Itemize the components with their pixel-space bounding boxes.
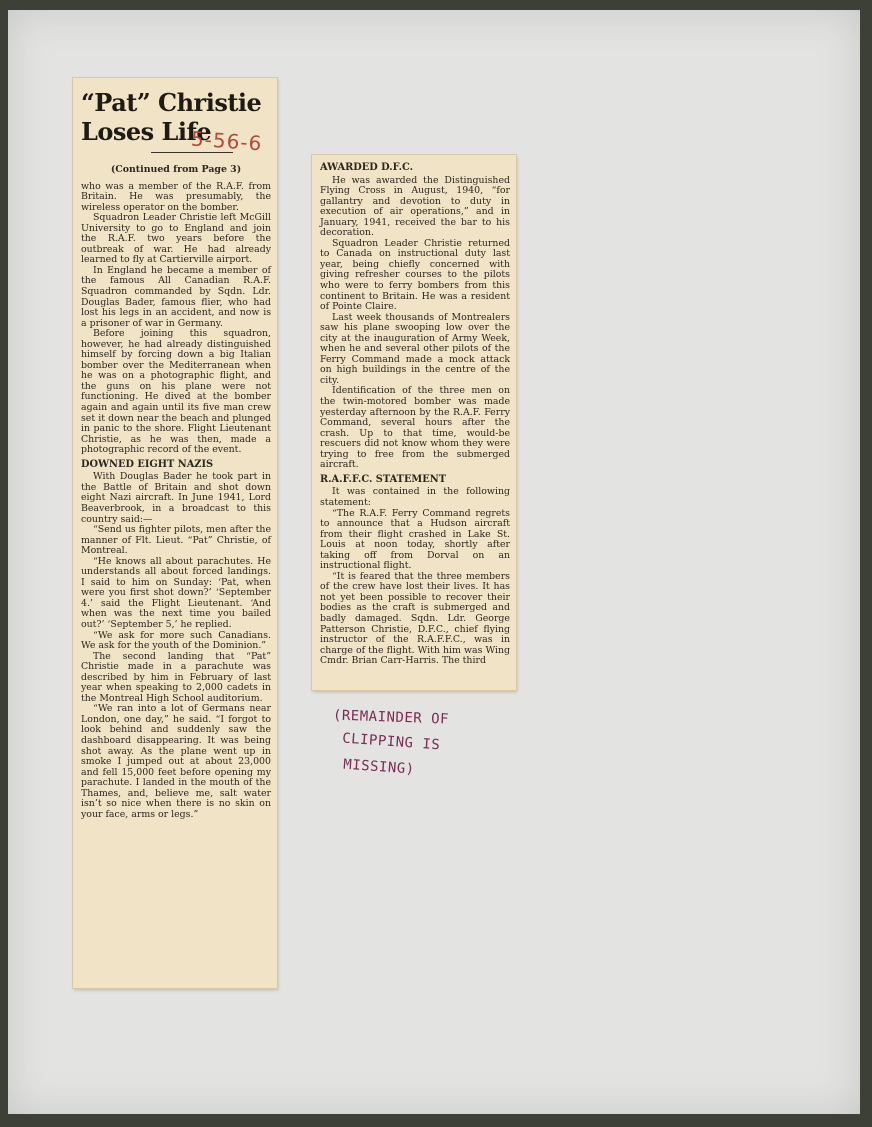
paragraph: Squadron Leader Christie left McGill University to go to England and join the R.A.F. two years before the outbreak of war. He had already learned to fly at Cartierville airport. bbox=[81, 212, 271, 266]
paragraph: who was a member of the R.A.F. from Britain. He was presumably, the wireless operator on the bomber. bbox=[81, 180, 271, 213]
note-line-1: (REMAINDER OF bbox=[332, 707, 450, 728]
headline-line-2: Loses Life bbox=[81, 117, 212, 146]
paragraph: Before joining this squadron, however, he had already distinguished himself by forcing down a big Italian bomber over the Mediterranean when he was on a photographic flight, and the guns on his plane were not functioning. He dived at the bomber again and again until its five man crew set it down near the beach and plunged in panic to the shore. Flight Lieutenant Christie, as he was then, made a photographic record of the event. bbox=[81, 328, 271, 456]
paragraph: “We ask for more such Canadians. We ask for the youth of the Dominion.” bbox=[81, 629, 271, 652]
article-clipping-main bbox=[73, 78, 277, 988]
paragraph: “It is feared that the three members of the crew have lost their lives. It has not yet been possible to recover their bodies as the craft is submerged and badly damaged. Sqdn. Ldr. George Patterson Christie, D.F.C., chief flying instructor of the R.A.F.F.C., was in charge of the flight. With him was Wing Cmdr. Brian Carr-Harris. The third bbox=[320, 570, 510, 667]
subheading: DOWNED EIGHT NAZIS bbox=[81, 458, 214, 470]
paragraph: Squadron Leader Christie returned to Canada on instructional duty last year, being chiefly concerned with giving refresher courses to the pilots who were to ferry bombers from this continent to Britain. He was a resident of Pointe Claire. bbox=[320, 237, 510, 313]
paragraph: Identification of the three men on the twin-motored bomber was made yesterday afternoon by the R.A.F. Ferry Command, several hours after the crash. Up to that time, would-be rescuers did not know whom they were trying to free from the submerged aircraft. bbox=[320, 385, 510, 471]
note-line-3: MISSING) bbox=[342, 756, 416, 778]
paragraph: “We ran into a lot of Germans near London, one day,” he said. “I forgot to look behind and suddenly saw the dashboard disappearing. It was being shot away. As the plane went up in smoke I jumped out at about 23,000 and fell 15,000 feet before opening my parachute. I landed in the mouth of the Thames, and, believe me, salt water isn’t so nice when there is no skin on your face, arms or legs.” bbox=[81, 703, 271, 820]
paragraph: “Send us fighter pilots, men after the manner of Flt. Lieut. “Pat” Christie, of Montreal. bbox=[81, 524, 271, 557]
continued-note: (Continued from Page 3) bbox=[110, 164, 242, 175]
paragraph: In England he became a member of the famous All Canadian R.A.F. Squadron commanded by Sqdn. Ldr. Douglas Bader, famous flier, who had lost his legs in an accident, and now is a prisoner of war in Germany. bbox=[81, 264, 271, 329]
paragraph: “He knows all about parachutes. He understands all about forced landings. I said to him on Sunday: ‘Pat, when were you first shot down?’ ‘September 4.’ said the Flight Lieutenant. ‘And when was the next time you bailed out?’ ‘September 5,’ he replied. bbox=[81, 555, 271, 630]
paragraph: The second landing that “Pat” Christie made in a parachute was described by him in February of last year when speaking to 2,000 cadets in the Montreal High School auditorium. bbox=[81, 650, 271, 704]
paragraph: Last week thousands of Montrealers saw his plane swooping low over the city at the inauguration of Army Week, when he and several other pilots of the Ferry Command made a mock attack on high buildings in the centre of the city. bbox=[320, 311, 510, 386]
note-line-2: CLIPPING IS bbox=[341, 730, 441, 754]
paragraph: With Douglas Bader he took part in the Battle of Britain and shot down eight Nazi aircraft. In June 1941, Lord Beaverbrook, in a broadcast to this country said:— bbox=[81, 471, 271, 525]
article-clipping-continued bbox=[312, 155, 516, 690]
handwritten-date: 5-56-6 bbox=[190, 126, 264, 156]
handwritten-note bbox=[331, 703, 534, 788]
headline-line-1: “Pat” Christie bbox=[81, 88, 262, 117]
bleedthrough-text bbox=[608, 480, 615, 504]
paragraph: “The R.A.F. Ferry Command regrets to announce that a Hudson aircraft from their flight crashed in Lake St. Louis at noon today, shortly after taking off from Dorval on an instructional flight. bbox=[320, 507, 510, 572]
paragraph: He was awarded the Distinguished Flying Cross in August, 1940, “for gallantry and devotion to duty in execution of air operations,” and in January, 1941, received the bar to his decoration. bbox=[320, 174, 510, 239]
paragraph: It was contained in the following statement: bbox=[320, 486, 510, 508]
subheading: AWARDED D.F.C. bbox=[320, 162, 414, 173]
subheading: R.A.F.F.C. STATEMENT bbox=[320, 473, 446, 485]
